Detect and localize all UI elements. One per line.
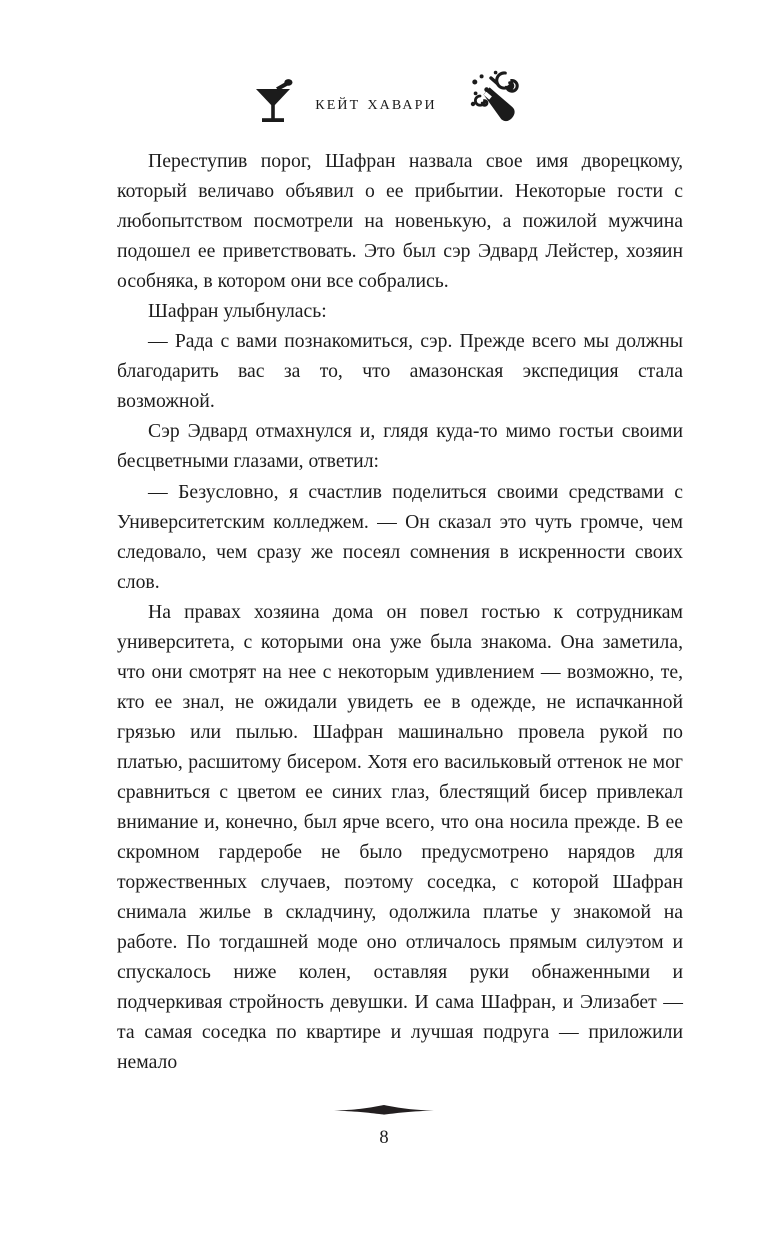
diamond-rule-ornament bbox=[334, 1102, 434, 1118]
paragraph: Сэр Эдвард отмахнулся и, глядя куда-то мимо гостьи своими бесцветными глазами, ответил: bbox=[117, 420, 683, 473]
champagne-bottle-popping-icon bbox=[453, 65, 519, 123]
paragraph: Переступив порог, Шафран назвала свое имя дворецкому, который величаво объявил о ее прибытии. Некоторые гости с любопытством посмотрели на новенькую, а пожилой мужчина подошел ее приветствовать. Это был сэр Эдвард Лейстер, хозяин особняка, в котором они все собрались. bbox=[117, 150, 683, 293]
page-body bbox=[117, 146, 683, 1077]
running-head-author: кейт хавари bbox=[315, 91, 437, 114]
paragraph: Шафран улыбнулась: bbox=[148, 300, 327, 323]
cocktail-glass-icon bbox=[249, 76, 297, 126]
page-footer bbox=[0, 1102, 768, 1148]
paragraph: — Рада с вами познакомиться, сэр. Прежде всего мы должны благодарить вас за то, что амазонская экспедиция стала возможной. bbox=[117, 330, 683, 413]
running-head bbox=[0, 70, 768, 132]
page-number: 8 bbox=[379, 1128, 389, 1148]
paragraph: — Безусловно, я счастлив поделиться своими средствами с Университетским колледжем. — Он сказал это чуть громче, чем следовало, чем сразу же посеял сомнения в искренности своих слов. bbox=[117, 480, 683, 593]
paragraph: На правах хозяина дома он повел гостью к сотрудникам университета, с которыми она уже была знакома. Она заметила, что они смотрят на нее с некоторым удивлением — возможно, те, кто ее знал, не ожидали увидеть ее в одежде, не испачканной грязью или пылью. Шафран машинально провела рукой по платью, расшитому бисером. Хотя его васильковый оттенок не мог сравниться с цветом ее синих глаз, блестящий бисер привлекал внимание и, конечно, был ярче всего, что она носила прежде. В ее скромном гардеробе не было предусмотрено нарядов для торжественных случаев, поэтому соседка, с которой Шафран снимала жилье в складчину, одолжила платье у знакомой на работе. По тогдашней моде оно отличалось прямым силуэтом и спускалось ниже колен, оставляя руки обнаженными и подчеркивая стройность девушки. И сама Шафран, и Элизабет — та самая соседка по квартире и лучшая подруга — приложили немало bbox=[117, 600, 683, 1074]
